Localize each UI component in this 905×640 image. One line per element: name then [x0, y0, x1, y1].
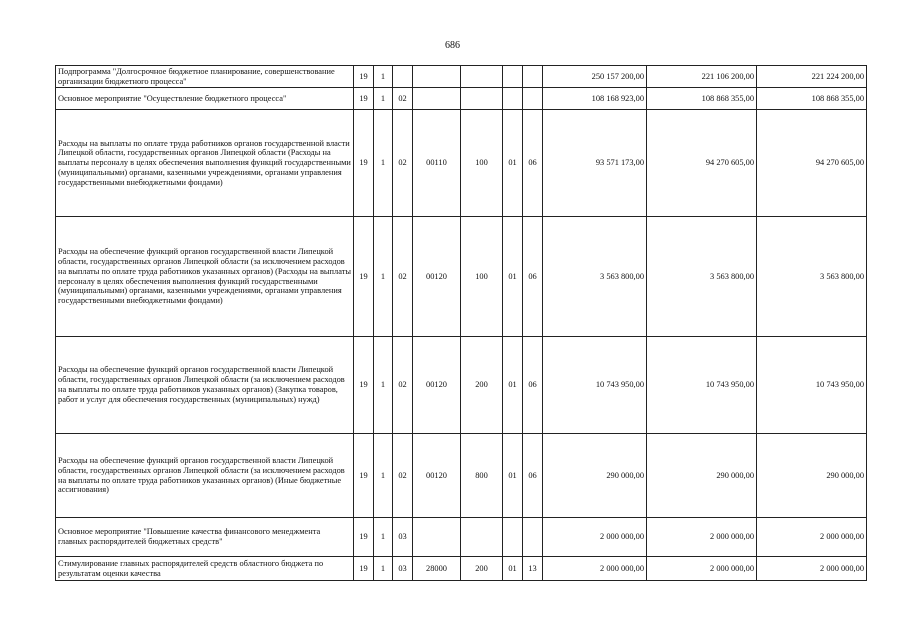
code-expense-type-cell: 200 — [461, 557, 503, 581]
code-gp-cell: 19 — [354, 337, 374, 434]
code-direction-cell — [413, 66, 461, 88]
code-om-cell: 02 — [393, 217, 413, 337]
amount-year3-cell: 221 224 200,00 — [757, 66, 867, 88]
code-direction-cell: 00120 — [413, 217, 461, 337]
code-gp-cell: 19 — [354, 518, 374, 557]
code-section-cell: 01 — [503, 434, 523, 518]
code-section-cell: 01 — [503, 337, 523, 434]
amount-year2-cell: 2 000 000,00 — [647, 518, 757, 557]
amount-year3-cell: 290 000,00 — [757, 434, 867, 518]
row-name-cell: Стимулирование главных распорядителей средств областного бюджета по результатам оценки качества — [56, 557, 354, 581]
code-subsection-cell: 13 — [523, 557, 543, 581]
code-om-cell: 03 — [393, 518, 413, 557]
code-expense-type-cell — [461, 66, 503, 88]
amount-year1-cell: 3 563 800,00 — [543, 217, 647, 337]
table-row — [56, 557, 867, 581]
table-row — [56, 337, 867, 434]
code-pp-cell: 1 — [374, 88, 393, 110]
code-direction-cell — [413, 518, 461, 557]
row-name-cell: Основное мероприятие "Осуществление бюджетного процесса" — [56, 88, 354, 110]
amount-year2-cell: 221 106 200,00 — [647, 66, 757, 88]
amount-year3-cell: 10 743 950,00 — [757, 337, 867, 434]
amount-year3-cell: 2 000 000,00 — [757, 518, 867, 557]
table-row — [56, 217, 867, 337]
amount-year1-cell: 2 000 000,00 — [543, 557, 647, 581]
amount-year1-cell: 10 743 950,00 — [543, 337, 647, 434]
code-direction-cell: 00120 — [413, 434, 461, 518]
amount-year1-cell: 108 168 923,00 — [543, 88, 647, 110]
table-row — [56, 110, 867, 217]
code-subsection-cell: 06 — [523, 110, 543, 217]
amount-year3-cell: 94 270 605,00 — [757, 110, 867, 217]
code-section-cell — [503, 88, 523, 110]
code-section-cell: 01 — [503, 110, 523, 217]
amount-year3-cell: 108 868 355,00 — [757, 88, 867, 110]
amount-year1-cell: 290 000,00 — [543, 434, 647, 518]
table-row — [56, 518, 867, 557]
code-section-cell — [503, 66, 523, 88]
amount-year1-cell: 250 157 200,00 — [543, 66, 647, 88]
code-direction-cell — [413, 88, 461, 110]
amount-year1-cell: 93 571 173,00 — [543, 110, 647, 217]
code-gp-cell: 19 — [354, 110, 374, 217]
row-name-cell: Расходы на выплаты по оплате труда работников органов государственной власти Липецкой области, государственных органов Липецкой области (Расходы на выплаты персоналу в целях обеспечения выполнения функций государственными (муниципальными) органами, казенными учреждениями, органами управления государственными внебюджетными фондами) — [56, 110, 354, 217]
amount-year2-cell: 2 000 000,00 — [647, 557, 757, 581]
code-pp-cell: 1 — [374, 518, 393, 557]
table-row — [56, 66, 867, 88]
code-pp-cell: 1 — [374, 110, 393, 217]
code-section-cell: 01 — [503, 557, 523, 581]
code-pp-cell: 1 — [374, 434, 393, 518]
code-subsection-cell — [523, 88, 543, 110]
row-name-cell: Основное мероприятие "Повышение качества финансового менеджмента главных распорядителей бюджетных средств" — [56, 518, 354, 557]
code-gp-cell: 19 — [354, 557, 374, 581]
table-row — [56, 88, 867, 110]
code-subsection-cell: 06 — [523, 434, 543, 518]
row-name-cell: Расходы на обеспечение функций органов государственной власти Липецкой области, государственных органов Липецкой области (за исключением расходов на выплаты по оплате труда работников указанных органов) (Иные бюджетные ассигнования) — [56, 434, 354, 518]
amount-year2-cell: 3 563 800,00 — [647, 217, 757, 337]
code-subsection-cell: 06 — [523, 217, 543, 337]
code-expense-type-cell: 100 — [461, 110, 503, 217]
code-om-cell: 03 — [393, 557, 413, 581]
code-gp-cell: 19 — [354, 88, 374, 110]
code-pp-cell: 1 — [374, 217, 393, 337]
code-direction-cell: 28000 — [413, 557, 461, 581]
amount-year3-cell: 2 000 000,00 — [757, 557, 867, 581]
code-section-cell: 01 — [503, 217, 523, 337]
code-om-cell — [393, 66, 413, 88]
amount-year2-cell: 10 743 950,00 — [647, 337, 757, 434]
code-om-cell: 02 — [393, 110, 413, 217]
table-row — [56, 434, 867, 518]
amount-year2-cell: 94 270 605,00 — [647, 110, 757, 217]
code-expense-type-cell — [461, 518, 503, 557]
code-expense-type-cell: 100 — [461, 217, 503, 337]
row-name-cell: Расходы на обеспечение функций органов государственной власти Липецкой области, государственных органов Липецкой области (за исключением расходов на выплаты по оплате труда работников указанных органов) (Закупка товаров, работ и услуг для обеспечения государственных (муниципальных) нужд) — [56, 337, 354, 434]
code-gp-cell: 19 — [354, 66, 374, 88]
code-pp-cell: 1 — [374, 66, 393, 88]
code-pp-cell: 1 — [374, 337, 393, 434]
amount-year1-cell: 2 000 000,00 — [543, 518, 647, 557]
budget-table — [55, 65, 867, 581]
code-subsection-cell — [523, 518, 543, 557]
code-om-cell: 02 — [393, 434, 413, 518]
amount-year2-cell: 108 868 355,00 — [647, 88, 757, 110]
code-expense-type-cell: 800 — [461, 434, 503, 518]
amount-year2-cell: 290 000,00 — [647, 434, 757, 518]
code-direction-cell: 00120 — [413, 337, 461, 434]
code-pp-cell: 1 — [374, 557, 393, 581]
code-direction-cell: 00110 — [413, 110, 461, 217]
code-subsection-cell: 06 — [523, 337, 543, 434]
code-section-cell — [503, 518, 523, 557]
amount-year3-cell: 3 563 800,00 — [757, 217, 867, 337]
budget-table-body — [56, 66, 867, 581]
row-name-cell: Расходы на обеспечение функций органов государственной власти Липецкой области, государственных органов Липецкой области (за исключением расходов на выплаты по оплате труда работников указанных органов) (Расходы на выплаты персоналу в целях обеспечения выполнения функций государственными (муниципальными) органами, казенными учреждениями, органами управления государственными внебюджетными фондами) — [56, 217, 354, 337]
code-expense-type-cell: 200 — [461, 337, 503, 434]
row-name-cell: Подпрограмма "Долгосрочное бюджетное планирование, совершенствование организации бюджетного процесса" — [56, 66, 354, 88]
page-number: 686 — [445, 40, 460, 51]
code-subsection-cell — [523, 66, 543, 88]
code-gp-cell: 19 — [354, 434, 374, 518]
code-gp-cell: 19 — [354, 217, 374, 337]
code-om-cell: 02 — [393, 337, 413, 434]
code-expense-type-cell — [461, 88, 503, 110]
code-om-cell: 02 — [393, 88, 413, 110]
